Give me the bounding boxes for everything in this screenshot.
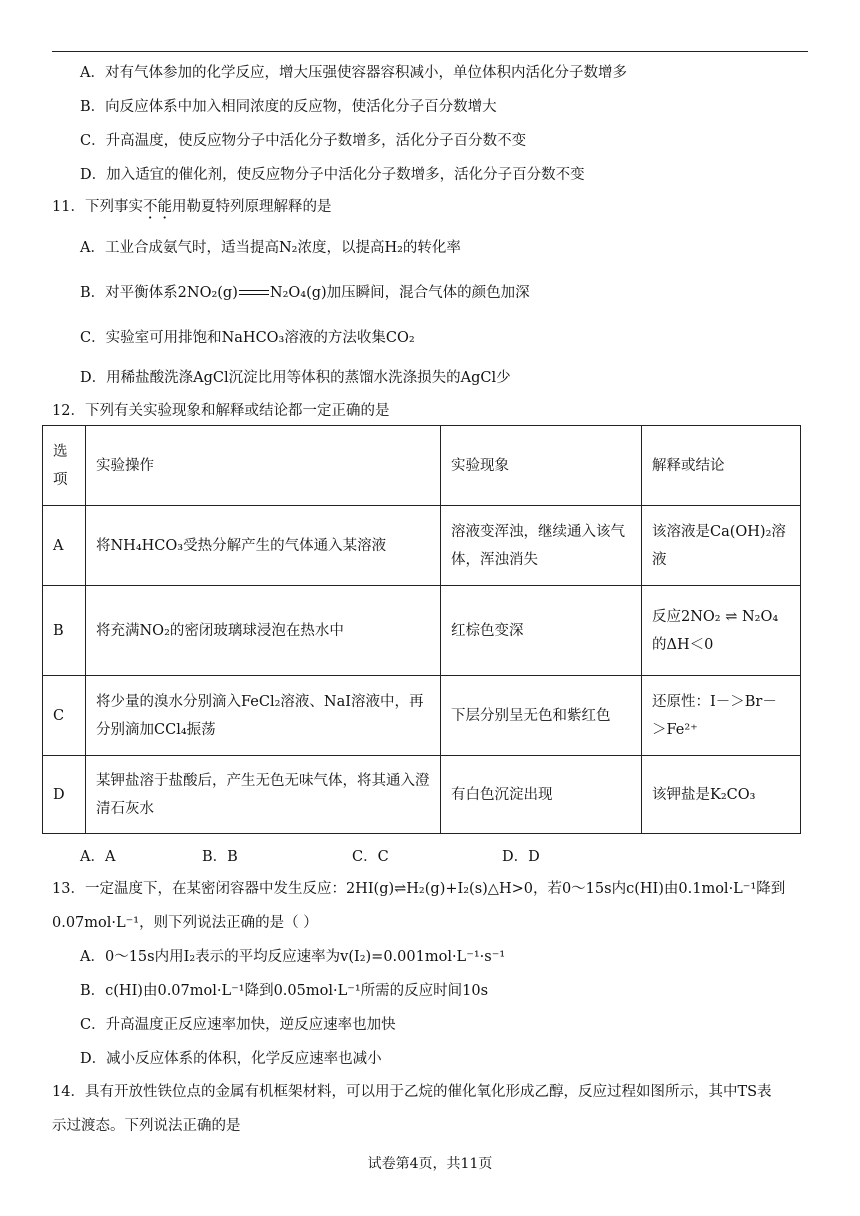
q11-option-b-post: N₂O₄(g)加压瞬间，混合气体的颜色加深: [269, 285, 530, 301]
header-phenomenon: 实验现象: [441, 426, 642, 506]
table-row: [43, 506, 801, 586]
q12-choice-a: A．A: [80, 849, 116, 865]
q13-option-a: A．0～15s内用I₂表示的平均反应速率为v(I₂)=0.001mol·L⁻¹·s⁻¹: [80, 949, 506, 965]
q14-stem-line2: 示过渡态。下列说法正确的是: [52, 1118, 241, 1134]
q11-stem: [52, 195, 331, 216]
table-row: [43, 586, 801, 676]
row-option: C: [43, 676, 86, 756]
q13-stem-line1: 13．一定温度下，在某密闭容器中发生反应：2HI(g)⇌H₂(g)+I₂(s)△H>0，若0～15s内c(HI)由0.1mol·L⁻¹降到: [52, 881, 786, 897]
q11-stem-pre: 11．下列事实: [52, 199, 143, 215]
row-operation: 某钾盐溶于盐酸后，产生无色无味气体，将其通入澄清石灰水: [86, 756, 441, 834]
q12-choice-d: D．D: [502, 849, 540, 865]
q11-option-c: C．实验室可用排饱和NaHCO₃溶液的方法收集CO₂: [80, 330, 415, 346]
q11-stem-emphasis: 不能: [142, 199, 172, 215]
header-option: 选项: [43, 426, 86, 506]
row-phenomenon: 有白色沉淀出现: [441, 756, 642, 834]
row-conclusion: 反应2NO₂ ⇌ N₂O₄的ΔH＜0: [642, 586, 801, 676]
q11-option-a: A．工业合成氨气时，适当提高N₂浓度，以提高H₂的转化率: [80, 240, 461, 256]
equilibrium-arrow-icon: [239, 288, 269, 298]
q10-option-d: D．加入适宜的催化剂，使反应物分子中活化分子数增多，活化分子百分数不变: [80, 167, 585, 183]
row-operation: 将充满NO₂的密闭玻璃球浸泡在热水中: [86, 586, 441, 676]
row-conclusion: 该溶液是Ca(OH)₂溶液: [642, 506, 801, 586]
q10-option-b: B．向反应体系中加入相同浓度的反应物，使活化分子百分数增大: [80, 99, 497, 115]
row-option: D: [43, 756, 86, 834]
row-phenomenon: 溶液变浑浊，继续通入该气体，浑浊消失: [441, 506, 642, 586]
q13-stem-line2: 0.07mol·L⁻¹，则下列说法正确的是（ ）: [52, 915, 318, 931]
q13-option-b: B．c(HI)由0.07mol·L⁻¹降到0.05mol·L⁻¹所需的反应时间10s: [80, 983, 489, 999]
q11-option-d: D．用稀盐酸洗涤AgCl沉淀比用等体积的蒸馏水洗涤损失的AgCl少: [80, 370, 511, 386]
row-operation: 将少量的溴水分别滴入FeCl₂溶液、NaI溶液中，再分别滴加CCl₄振荡: [86, 676, 441, 756]
row-phenomenon: 下层分别呈无色和紫红色: [441, 676, 642, 756]
page-footer: 试卷第4页，共11页: [367, 1156, 493, 1172]
q11-option-b: [80, 281, 530, 302]
row-operation: 将NH₄HCO₃受热分解产生的气体通入某溶液: [86, 506, 441, 586]
header-operation: 实验操作: [86, 426, 441, 506]
q10-option-a: A．对有气体参加的化学反应，增大压强使容器容积减小，单位体积内活化分子数增多: [80, 65, 627, 81]
row-phenomenon: 红棕色变深: [441, 586, 642, 676]
q13-option-d: D．减小反应体系的体积，化学反应速率也减小: [80, 1051, 382, 1067]
table-row: [43, 676, 801, 756]
table-header-row: [43, 426, 801, 506]
q10-option-c: C．升高温度，使反应物分子中活化分子数增多，活化分子百分数不变: [80, 133, 527, 149]
row-conclusion: 该钾盐是K₂CO₃: [642, 756, 801, 834]
row-option: A: [43, 506, 86, 586]
q11-option-b-pre: B．对平衡体系2NO₂(g): [80, 285, 238, 301]
q12-choice-c: C．C: [352, 849, 389, 865]
row-conclusion: 还原性：I－＞Br－＞Fe²⁺: [642, 676, 801, 756]
q11-stem-post: 用勒夏特列原理解释的是: [171, 199, 332, 215]
q13-option-c: C．升高温度正反应速率加快，逆反应速率也加快: [80, 1017, 396, 1033]
q12-stem: 12．下列有关实验现象和解释或结论都一定正确的是: [52, 403, 390, 419]
table-row: [43, 756, 801, 834]
top-rule: [52, 51, 808, 52]
experiment-table: [42, 425, 801, 834]
row-option: B: [43, 586, 86, 676]
q12-choice-b: B．B: [202, 849, 238, 865]
q14-stem-line1: 14．具有开放性铁位点的金属有机框架材料，可以用于乙烷的催化氧化形成乙醇，反应过程如图所示，其中TS表: [52, 1084, 772, 1100]
header-conclusion: 解释或结论: [642, 426, 801, 506]
